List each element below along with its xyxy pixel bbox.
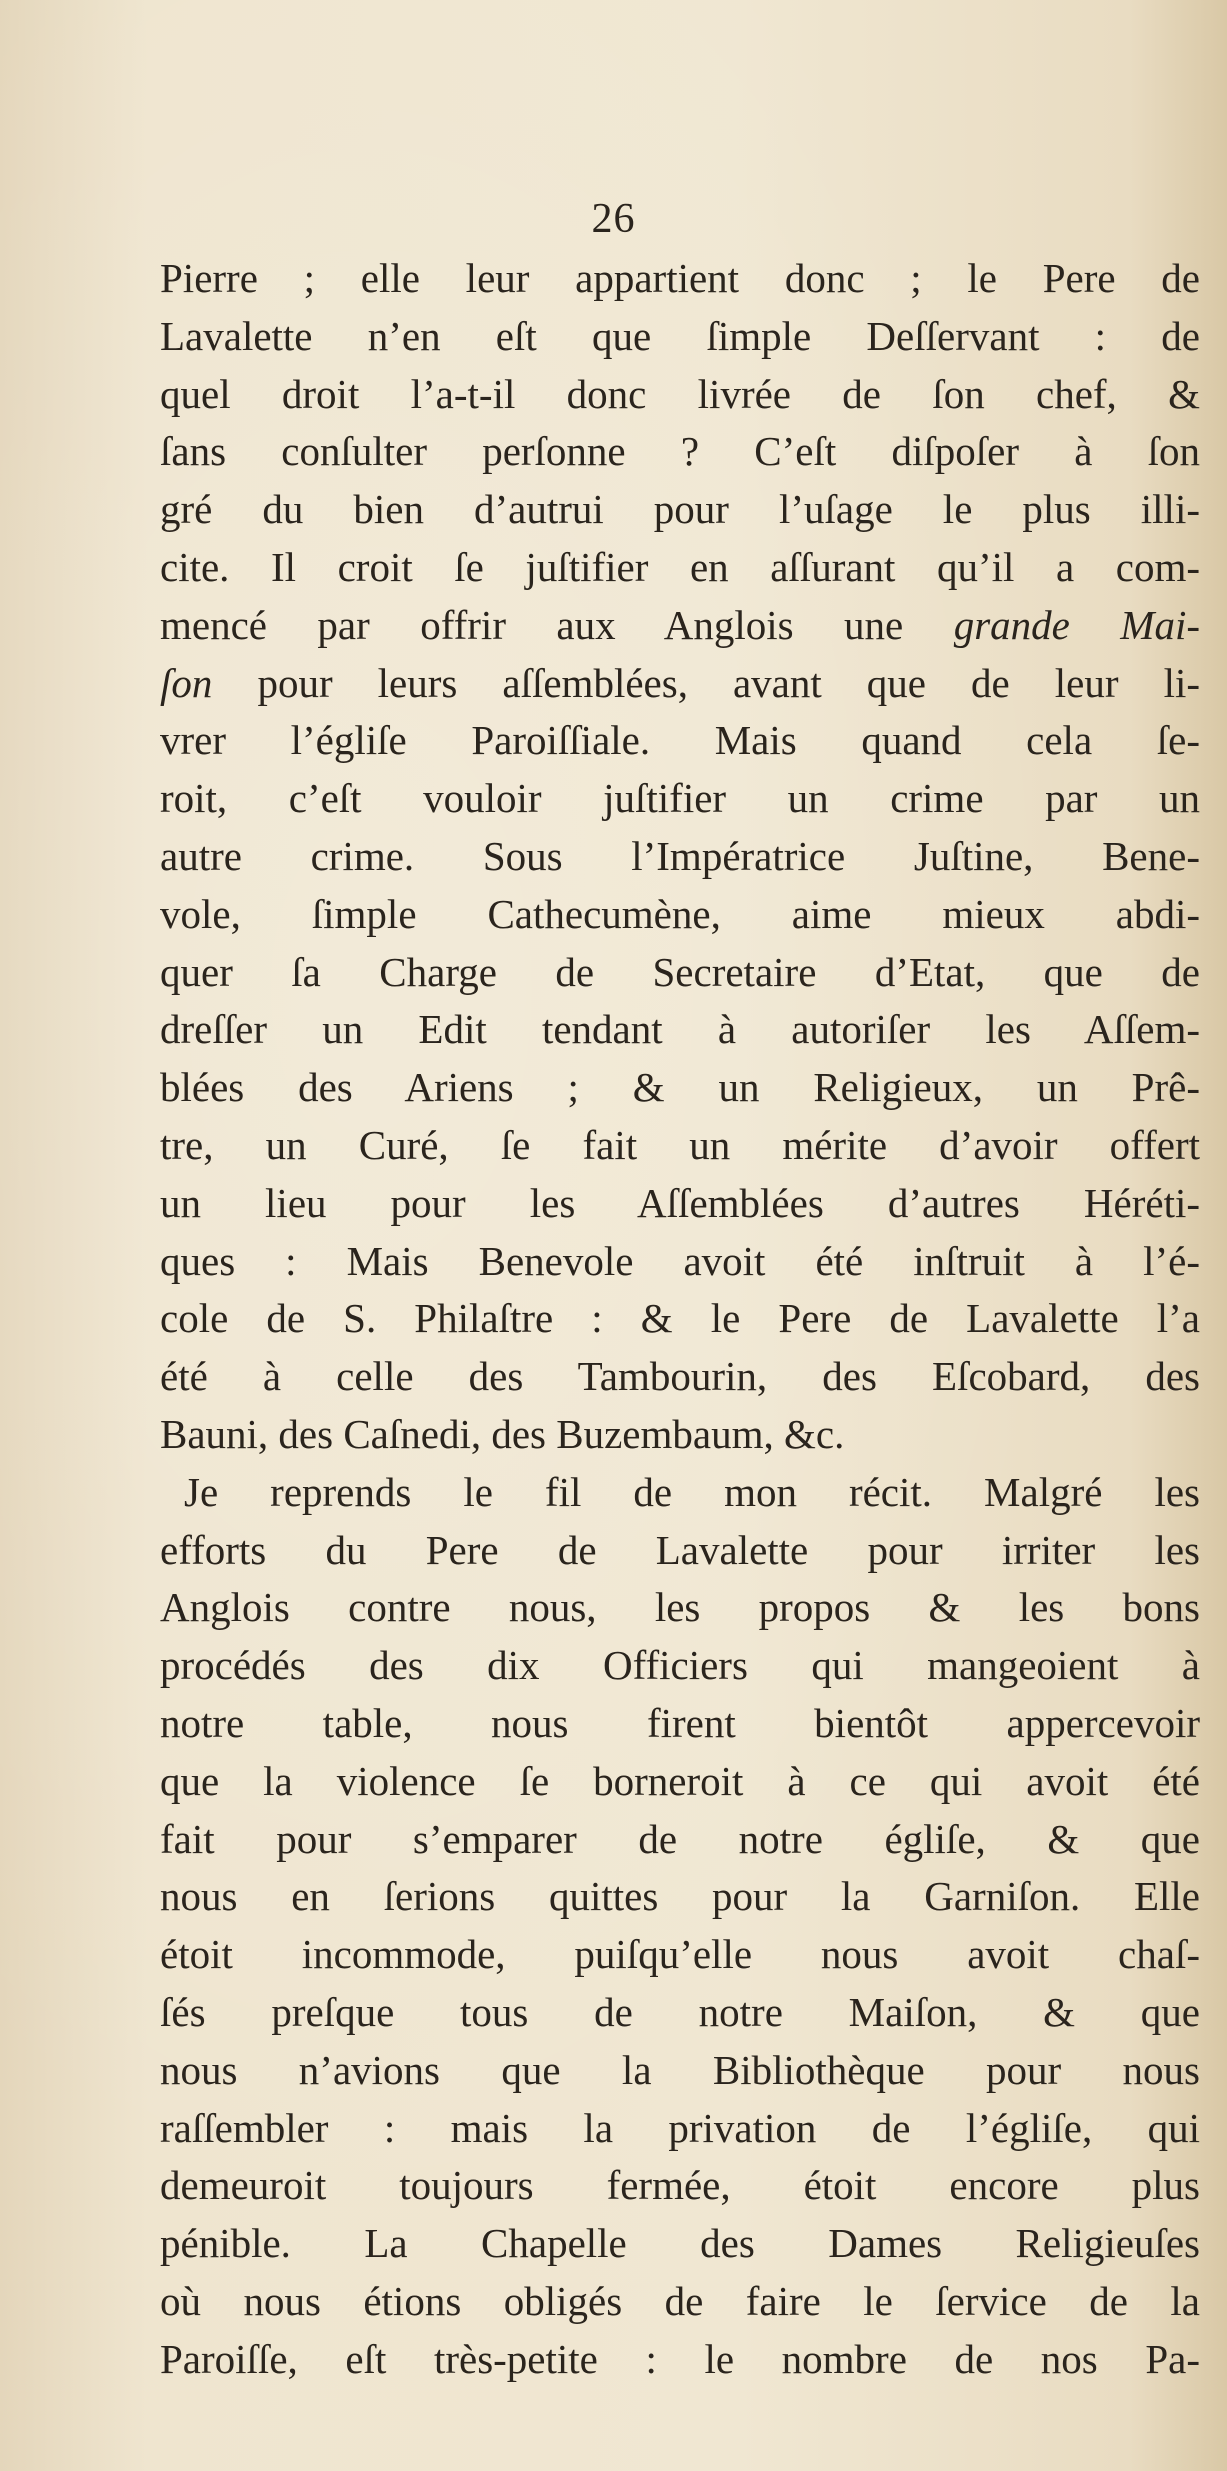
text-line — [160, 944, 1200, 1002]
text-line-content: Bauni, des Caſnedi, des Buzembaum, &c. — [160, 1410, 845, 1457]
text-line-content: où nous étions obligés de faire le ſervice de la — [160, 2277, 1200, 2324]
text-line — [160, 250, 1200, 308]
text-line-content: Paroiſſe, eſt très-petite : le nombre de nos Pa- — [160, 2335, 1200, 2382]
text-line — [160, 1233, 1200, 1291]
text-line-content: roit, c’eſt vouloir juſtifier un crime par un — [160, 775, 1200, 822]
text-line-content: un lieu pour les Aſſemblées d’autres Héréti- — [160, 1179, 1200, 1226]
italic-text: grande Mai- — [953, 601, 1200, 648]
text-line-content: que la violence ſe borneroit à ce qui avoit été — [160, 1757, 1200, 1804]
text-line-content: cite. Il croit ſe juſtifier en aſſurant qu’il a com- — [160, 543, 1200, 590]
body-text — [160, 250, 1200, 2388]
text-line — [160, 770, 1200, 828]
text-line — [160, 1926, 1200, 1984]
text-line — [160, 1117, 1200, 1175]
text-line-content: autre crime. Sous l’Impératrice Juſtine, Bene- — [160, 832, 1200, 879]
text-line-content: cole de S. Philaſtre : & le Pere de Lavalette l’a — [160, 1295, 1200, 1342]
text-line — [160, 2331, 1200, 2389]
text-line — [160, 366, 1200, 424]
text-line — [160, 1811, 1200, 1869]
text-line-content: fait pour s’emparer de notre égliſe, & que — [160, 1815, 1200, 1862]
text-line-content: nous n’avions que la Bibliothèque pour nous — [160, 2046, 1200, 2093]
text-line-content: Anglois contre nous, les propos & les bons — [160, 1584, 1200, 1631]
text-line-content: blées des Ariens ; & un Religieux, un Prê- — [160, 1064, 1200, 1111]
text-line — [160, 1175, 1200, 1233]
text-line — [160, 1637, 1200, 1695]
text-line — [160, 2273, 1200, 2331]
text-line-content: tre, un Curé, ſe fait un mérite d’avoir offert — [160, 1121, 1200, 1168]
text-line — [160, 886, 1200, 944]
text-line-content: pour leurs aſſemblées, avant que de leur li- — [257, 659, 1200, 706]
text-line-content: raſſembler : mais la privation de l’égliſe, qui — [160, 2104, 1200, 2151]
text-line-content: Je reprends le fil de mon récit. Malgré les — [184, 1468, 1200, 1515]
text-line-content: demeuroit toujours fermée, étoit encore plus — [160, 2162, 1200, 2209]
text-line-content: gré du bien d’autrui pour l’uſage le plus illi- — [160, 486, 1200, 533]
text-line — [160, 1579, 1200, 1637]
text-line-content: mencé par offrir aux Anglois une — [160, 601, 904, 648]
text-line — [160, 828, 1200, 886]
text-line — [160, 481, 1200, 539]
text-line-content: ſans conſulter perſonne ? C’eſt diſpoſer à ſon — [160, 428, 1200, 475]
text-line — [160, 1290, 1200, 1348]
text-line — [160, 597, 1200, 655]
text-line-content: nous en ſerions quittes pour la Garniſon. Elle — [160, 1873, 1200, 1920]
text-line — [160, 2215, 1200, 2273]
text-line — [160, 1984, 1200, 2042]
text-line-content: notre table, nous firent bientôt appercevoir — [160, 1699, 1200, 1746]
text-line — [160, 655, 1200, 713]
text-line — [160, 1464, 1200, 1522]
text-line — [160, 2100, 1200, 2158]
text-line-content: été à celle des Tambourin, des Eſcobard, des — [160, 1353, 1200, 1400]
text-line — [160, 308, 1200, 366]
text-line — [160, 1695, 1200, 1753]
text-line — [160, 1059, 1200, 1117]
text-line — [160, 2157, 1200, 2215]
text-line — [160, 1753, 1200, 1811]
text-line-content: étoit incommode, puiſqu’elle nous avoit chaſ- — [160, 1931, 1200, 1978]
text-line-content: procédés des dix Officiers qui mangeoient à — [160, 1642, 1200, 1689]
text-line-content: Lavalette n’en eſt que ſimple Deſſervant : de — [160, 312, 1200, 359]
italic-text: ſon — [160, 659, 213, 706]
text-line-content: vole, ſimple Cathecumène, aime mieux abdi- — [160, 890, 1200, 937]
text-line-content: quer ſa Charge de Secretaire d’Etat, que de — [160, 948, 1200, 995]
text-line — [160, 1522, 1200, 1580]
text-line — [160, 423, 1200, 481]
text-line-content: pénible. La Chapelle des Dames Religieuſes — [160, 2220, 1200, 2267]
text-line — [160, 1348, 1200, 1406]
text-line-content: ſés preſque tous de notre Maiſon, & que — [160, 1988, 1200, 2035]
text-line — [160, 1868, 1200, 1926]
text-line-content: Pierre ; elle leur appartient donc ; le Pere de — [160, 255, 1200, 301]
text-line — [160, 1001, 1200, 1059]
text-line-content: ques : Mais Benevole avoit été inſtruit à l’é- — [160, 1237, 1200, 1284]
text-line-content: efforts du Pere de Lavalette pour irriter les — [160, 1526, 1200, 1573]
text-line — [160, 2042, 1200, 2100]
text-line — [160, 712, 1200, 770]
text-line-content: dreſſer un Edit tendant à autoriſer les Aſſem- — [160, 1006, 1200, 1053]
text-line — [160, 539, 1200, 597]
page-number: 26 — [591, 196, 636, 242]
text-line — [160, 1406, 1200, 1464]
text-line-content: quel droit l’a-t-il donc livrée de ſon chef, & — [160, 370, 1200, 417]
text-line-content: vrer l’égliſe Paroiſſiale. Mais quand cela ſe- — [160, 717, 1200, 764]
